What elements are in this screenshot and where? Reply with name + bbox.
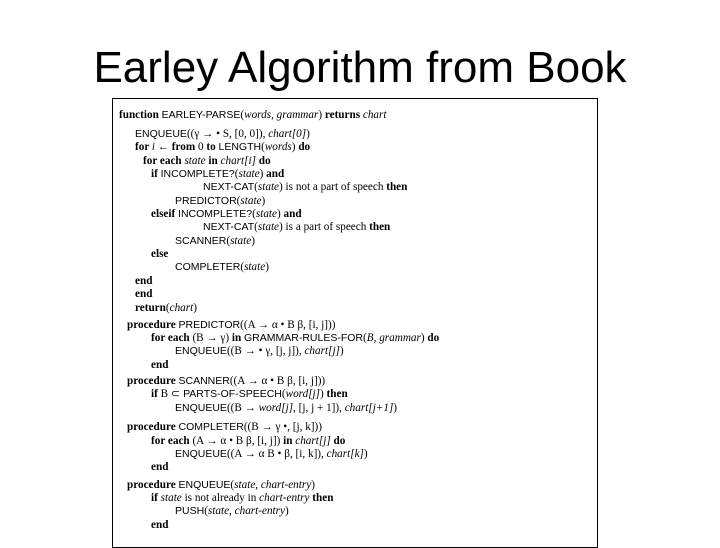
code-text: ( [236, 195, 241, 207]
function-name: SCANNER [178, 375, 230, 387]
variable: B, grammar [366, 332, 421, 344]
keyword: then [386, 181, 408, 193]
code-text: is not already in [184, 492, 260, 504]
code-text: ( [240, 109, 245, 121]
variable: state, chart-entry [234, 479, 312, 491]
code-text: ) is a part of speech [279, 221, 370, 233]
code-text: ) [265, 261, 269, 273]
variable: state [230, 235, 252, 247]
code-line [175, 505, 289, 518]
code-text: ( [261, 141, 265, 153]
code-text: ( [254, 181, 258, 193]
code-text: B ⊂ [160, 388, 184, 400]
keyword: and [283, 208, 302, 220]
code-text: ((A → α B • β, [i, k]), [226, 448, 327, 460]
keyword: for each [143, 155, 185, 167]
code-text: ( [226, 235, 231, 247]
keyword: then [369, 221, 391, 233]
code-text: ( [252, 208, 256, 220]
code-text: ) [311, 479, 315, 491]
function-name: ENQUEUE [175, 345, 227, 357]
code-line [151, 461, 168, 474]
function-name: PREDICTOR [178, 319, 241, 331]
function-name: ENQUEUE [135, 128, 187, 140]
variable: state [257, 221, 280, 233]
keyword: procedure [127, 319, 179, 331]
keyword: to [206, 141, 219, 153]
keyword: returns [324, 109, 363, 121]
code-text: 0 [197, 141, 207, 153]
code-line [135, 128, 310, 141]
variable: chart [362, 109, 387, 121]
keyword: elseif [151, 208, 179, 220]
code-line [127, 319, 335, 332]
keyword: from [171, 141, 198, 153]
code-text: ) [306, 128, 310, 140]
code-text: ( [363, 332, 367, 344]
keyword: else [151, 248, 169, 260]
variable: word[j] [285, 388, 321, 400]
keyword: do [427, 332, 440, 344]
code-text: ) [291, 141, 299, 153]
keyword: in [231, 332, 245, 344]
function-name: ENQUEUE [175, 402, 227, 414]
keyword: if [151, 388, 161, 400]
keyword: end [151, 359, 169, 371]
function-name: GRAMMAR-RULES-FOR [244, 332, 364, 344]
variable: chart-entry [259, 492, 313, 504]
code-text: ) [320, 388, 327, 400]
code-line [135, 275, 152, 288]
variable: chart[k] [326, 448, 364, 460]
function-name: SCANNER [175, 235, 227, 247]
keyword: then [326, 388, 348, 400]
code-text: ) [259, 168, 267, 180]
keyword: procedure [127, 479, 179, 491]
code-line [151, 435, 345, 448]
variable: chart[j] [295, 435, 334, 447]
variable: chart[j] [304, 345, 340, 357]
variable: state [238, 168, 260, 180]
function-name: PUSH [175, 505, 205, 517]
variable: words, grammar [244, 109, 319, 121]
keyword: end [151, 461, 169, 473]
keyword: in [208, 155, 221, 167]
code-text: ) [284, 505, 289, 517]
variable: state [257, 181, 280, 193]
code-text: ) [318, 109, 325, 121]
code-line [175, 448, 368, 461]
keyword: return [135, 302, 166, 314]
code-text: ) [363, 448, 368, 460]
code-line [151, 388, 348, 401]
function-name: LENGTH [218, 141, 262, 153]
keyword: for each [151, 435, 193, 447]
variable: state [240, 195, 262, 207]
code-text: ((γ → • S, [0, 0]), [186, 128, 269, 140]
code-line [151, 332, 439, 345]
code-text: ((B → γ •, [j, k])) [243, 421, 322, 433]
code-text: ) [193, 302, 197, 314]
code-text: ) [420, 332, 428, 344]
keyword: then [312, 492, 334, 504]
function-name: ENQUEUE [175, 448, 227, 460]
keyword: for each [151, 332, 193, 344]
code-line [203, 181, 407, 194]
keyword: if [151, 492, 161, 504]
function-name: COMPLETER [175, 261, 241, 273]
keyword: do [258, 155, 271, 167]
variable: chart[i] [220, 155, 259, 167]
keyword: end [135, 288, 153, 300]
code-text: ) [277, 208, 284, 220]
code-text: ← [155, 141, 172, 153]
variable: state, chart-entry [207, 505, 285, 517]
code-line [135, 302, 197, 315]
keyword: procedure [127, 421, 179, 433]
code-line [151, 492, 333, 505]
code-line [175, 261, 269, 274]
slide-title: Earley Algorithm from Book [93, 43, 627, 92]
code-text: (B → γ) [192, 332, 232, 344]
code-line [175, 345, 344, 358]
algorithm-figure [112, 98, 598, 548]
function-name: INCOMPLETE? [178, 208, 253, 220]
code-text: ((A → α • B β, [i, j])) [240, 319, 336, 331]
code-text: ( [254, 221, 258, 233]
function-name: PREDICTOR [175, 195, 237, 207]
keyword: for [135, 141, 152, 153]
code-line [175, 195, 265, 208]
variable: word[j] [258, 402, 294, 414]
variable: state [244, 261, 266, 273]
code-line [175, 402, 397, 415]
code-line [135, 288, 152, 301]
code-text: ((A → α • B β, [i, j])) [229, 375, 326, 387]
code-text: ((B → [226, 402, 259, 414]
function-name: NEXT-CAT [203, 221, 255, 233]
function-name: COMPLETER [178, 421, 244, 433]
function-name: ENQUEUE [178, 479, 231, 491]
code-line [151, 519, 168, 532]
code-text: ) [339, 345, 344, 357]
code-text: ( [234, 168, 239, 180]
code-text: ( [165, 302, 170, 314]
function-name: INCOMPLETE? [160, 168, 235, 180]
keyword: function [119, 109, 162, 121]
code-text: ) [261, 195, 266, 207]
function-name: PARTS-OF-SPEECH [183, 388, 282, 400]
variable: i [151, 141, 155, 153]
function-name: NEXT-CAT [203, 181, 255, 193]
keyword: do [333, 435, 346, 447]
code-text: ( [230, 479, 235, 491]
variable: state [160, 492, 185, 504]
code-text: ( [240, 261, 245, 273]
code-text: ) is not a part of speech [279, 181, 387, 193]
code-text: (A → α • B β, [i, j]) [192, 435, 284, 447]
keyword: and [266, 168, 285, 180]
keyword: end [151, 519, 169, 531]
code-line [135, 141, 310, 154]
keyword: do [298, 141, 311, 153]
code-text: ) [393, 402, 398, 414]
variable: chart [169, 302, 194, 314]
variable: state [255, 208, 278, 220]
keyword: if [151, 168, 161, 180]
variable: words [264, 141, 292, 153]
code-line [151, 168, 284, 181]
code-line [175, 235, 255, 248]
code-line [127, 421, 322, 434]
keyword: procedure [127, 375, 179, 387]
code-line [127, 479, 315, 492]
code-text: , [j, j + 1]), [293, 402, 345, 414]
code-text: ( [281, 388, 286, 400]
code-line [143, 155, 271, 168]
keyword: end [135, 275, 153, 287]
function-name: EARLEY-PARSE [161, 109, 241, 121]
code-line [127, 375, 325, 388]
variable: chart[0] [268, 128, 307, 140]
code-line [151, 208, 302, 221]
variable: chart[j+1] [344, 402, 394, 414]
code-line [151, 359, 168, 372]
code-text: ( [204, 505, 208, 517]
code-text: ((B → • γ, [j, j]), [226, 345, 305, 357]
variable: state [184, 155, 209, 167]
code-text: ) [251, 235, 255, 247]
code-line [119, 109, 386, 122]
code-line [203, 221, 390, 234]
keyword: in [283, 435, 296, 447]
code-line [151, 248, 168, 261]
